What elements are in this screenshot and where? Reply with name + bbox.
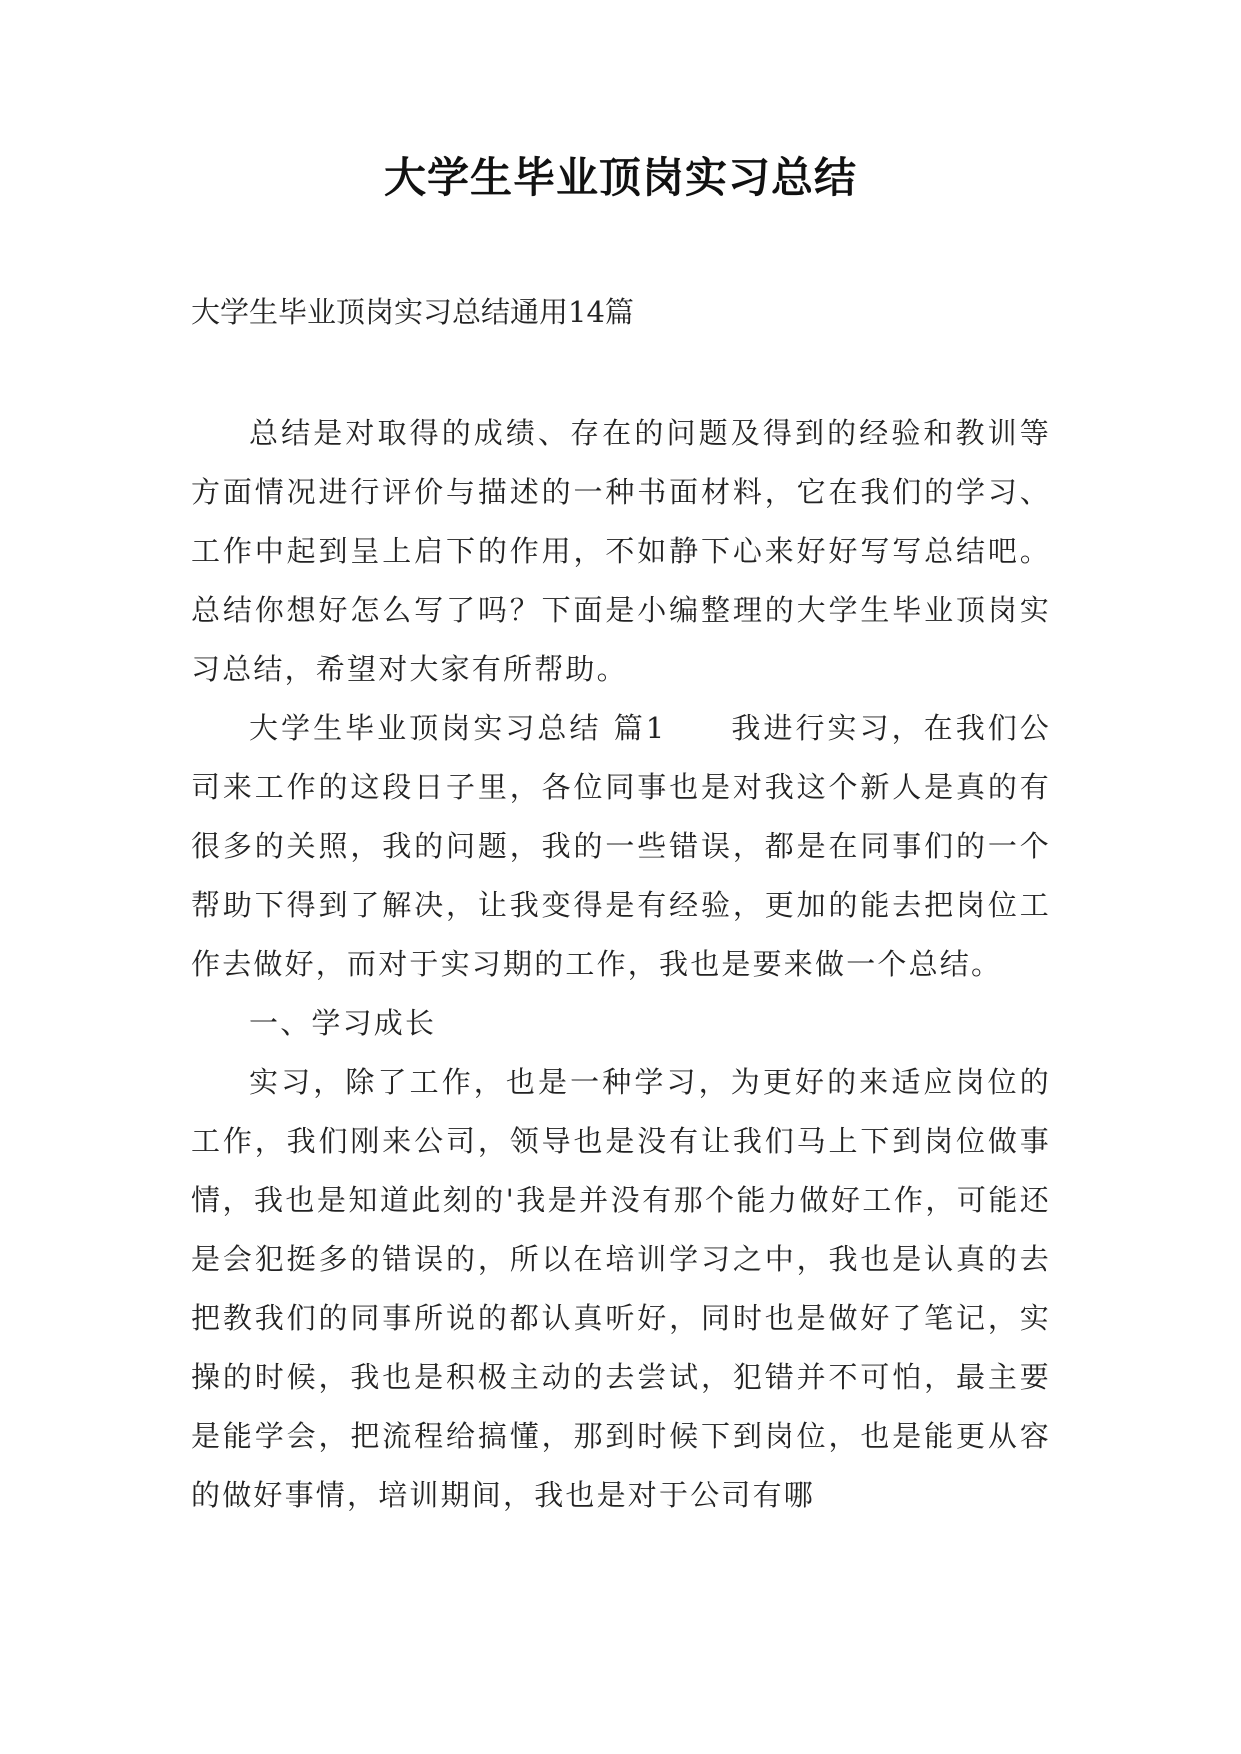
paragraph-learning: 实习，除了工作，也是一种学习，为更好的来适应岗位的工作，我们刚来公司，领导也是没有让我们马上下到岗位做事情，我也是知道此刻的'我是并没有那个能力做好工作，可能还是会犯挺多的错误的，所以在培训学习之中，我也是认真的去把教我们的同事所说的都认真听好，同时也是做好了笔记，实操的时候，我也是积极主动的去尝试，犯错并不可怕，最主要是能学会，把流程给搞懂，那到时候下到岗位，也是能更从容的做好事情，培训期间，我也是对于公司有哪 [191, 1065, 1051, 1512]
document-subtitle: 大学生毕业顶岗实习总结通用14篇 [191, 295, 634, 329]
document-title: 大学生毕业顶岗实习总结 [383, 153, 857, 202]
document-body [191, 404, 1051, 1525]
section-heading: 一、学习成长 [249, 1006, 437, 1040]
paragraph-intro: 总结是对取得的成绩、存在的问题及得到的经验和教训等方面情况进行评价与描述的一种书面材料，它在我们的学习、工作中起到呈上启下的作用，不如静下心来好好写写总结吧。总结你想好怎么写了吗？下面是小编整理的大学生毕业顶岗实习总结，希望对大家有所帮助。 [191, 416, 1051, 686]
paragraph-part-1: 大学生毕业顶岗实习总结 篇1 我进行实习，在我们公司来工作的这段日子里，各位同事也是对我这个新人是真的有很多的关照，我的问题，我的一些错误，都是在同事们的一个帮助下得到了解决，让我变得是有经验，更加的能去把岗位工作去做好，而对于实习期的工作，我也是要来做一个总结。 [191, 711, 1051, 981]
